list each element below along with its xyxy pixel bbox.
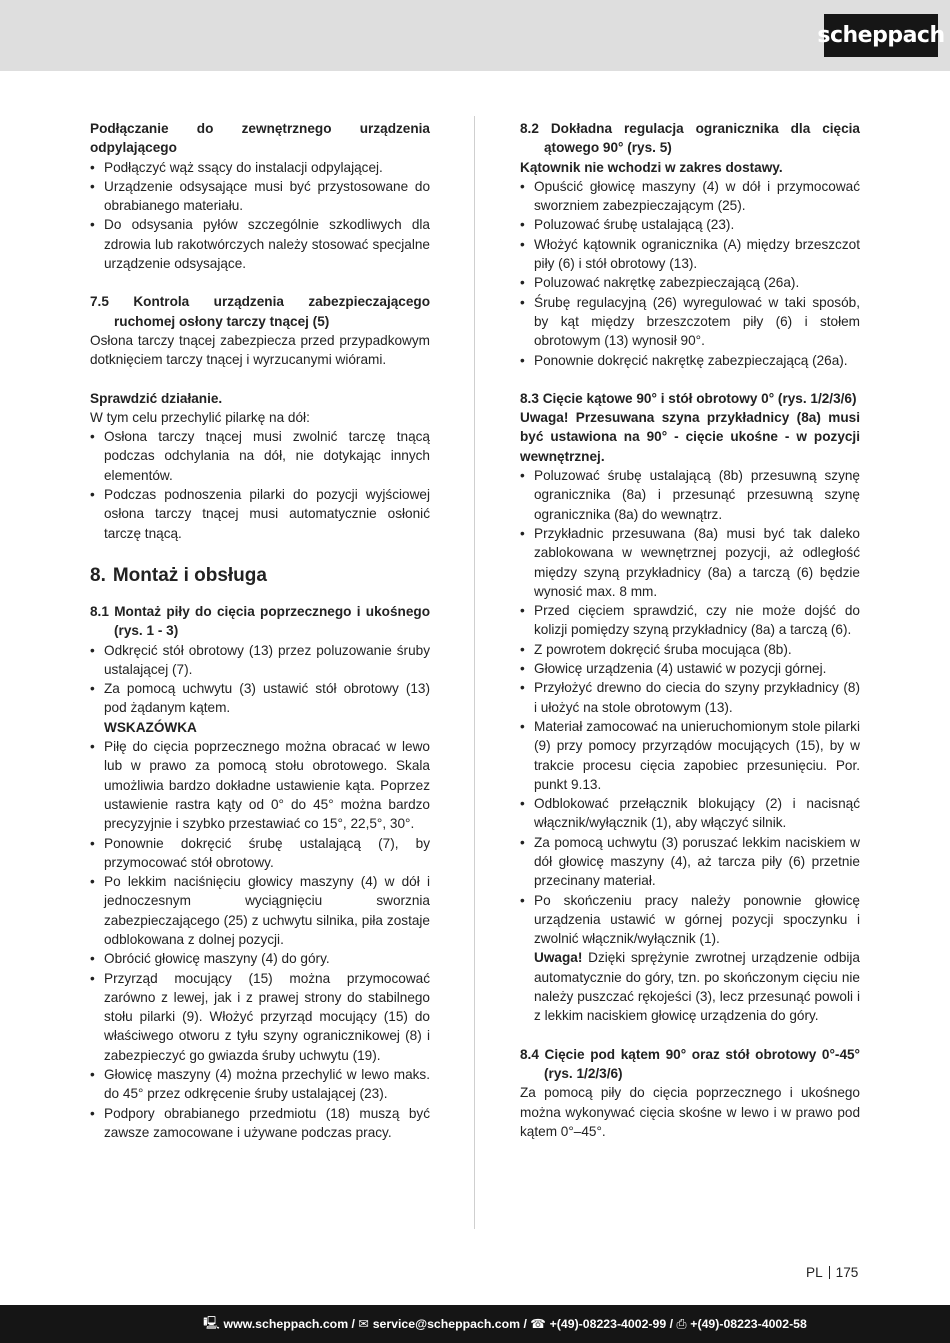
section-number: 7.5 [90,294,109,310]
chapter-number: 8. [90,564,106,586]
brand-logo: scheppach [824,14,938,57]
section-title: Cięcie pod kątem 90° oraz stół obrotowy 0°-45° (rys. 1/2/3/6) [544,1046,860,1081]
list-item: • Za pomocą uchwytu (3) ustawić stół obrotowy (13) pod żądanym kątem. [90,679,430,718]
footer-phone: +(49)-08223-4002-99 / [549,1317,674,1331]
list-item: • Poluzować śrubę ustalającą (8b) przesuwną szynę ogranicznika (8a) i przesunąć przesuwną szynę ogranicznika (8a) do wewnątrz. [520,466,860,524]
footer-email[interactable]: service@scheppach.com / [372,1317,527,1331]
section-title-external-extraction: Podłączanie do zewnętrznego urządzenia odpylającego [90,121,430,156]
section-heading-7-5 [90,292,430,331]
list-item: • Przed cięciem sprawdzić, czy nie może dojść do kolizji pomiędzy szyną przykładnicy (8a) a tarczą (6). [520,601,860,640]
list-item: • Za pomocą uchwytu (3) poruszać lekkim naciskiem w dół głowicę maszyny (4), aż tarcza piły (6) przetnie przecinany materiał. [520,833,860,891]
section-heading-8-2 [520,119,860,158]
page-number [806,1264,858,1282]
section-number: 8.3 [520,390,539,406]
footer-website[interactable]: www.scheppach.com / [223,1317,355,1331]
phone-icon: ☎ [530,1317,546,1331]
list-item: • Głowicę urządzenia (4) ustawić w pozycji górnej. [520,659,860,678]
list-item: • Po lekkim naciśnięciu głowicy maszyny (4) w dół i jednoczesnym wyciągnięciu sworznia zabezpieczającego (25) z uchwytu silnika, piła zostaje odblokowana z dolnej pozycji. [90,872,430,949]
check-heading: Sprawdzić działanie. [90,390,223,406]
list-item: • Ponownie dokręcić śrubę ustalającą (7), by przymocować stół obrotowy. [90,834,430,873]
list-item: • Włożyć kątownik ogranicznika (A) między brzeszczot piły (6) i stół obrotowy (13). [520,235,860,274]
note-label: WSKAZÓWKA [104,719,197,735]
header-bar [0,0,950,71]
list-item: • Podłączyć wąż ssący do instalacji odpylającej. [90,158,430,177]
extraction-list [90,158,430,274]
assembly-list [90,641,430,1143]
list-item: • Przyłożyć drewno do ciecia do szyny przykładnicy (8) i ułożyć na stole obrotowym (13). [520,678,860,717]
list-item: • Osłona tarczy tnącej musi zwolnić tarczę tnącą podczas odchylania na dół, nie dotykając innych elementów. [90,427,430,485]
note-text: Dzięki sprężynie zwrotnej urządzenie odbija automatycznie do góry, tzn. po skończonym cięciu nie należy puszczać rękojeści (3), lecz przesunąć powoli i z lekkim naciskiem głowicę urządzenia do góry. [534,950,860,1024]
section-heading-8-4 [520,1045,860,1084]
page-number-divider [829,1266,830,1279]
left-column [90,119,430,1142]
right-column [520,119,860,1141]
list-item: • Po skończeniu pracy należy ponownie głowicę urządzenia ustawić w górnej pozycji spoczynku i zwolnić włącznik/wyłącznik (1). [520,891,860,949]
check-list [90,427,430,543]
list-item: • Materiał zamocować na unieruchomionym stole pilarki (9) przy pomocy przyrządów mocujących (15), by w trakcie procesu cięcia zapobiec przesunięciu. Por. punkt 9.13. [520,717,860,794]
list-item: • Z powrotem dokręcić śruba mocująca (8b). [520,640,860,659]
paragraph: W tym celu przechylić pilarkę na dół: [90,409,310,425]
list-item: • Obrócić głowicę maszyny (4) do góry. [90,949,430,968]
fax-icon: ⎙ [676,1316,687,1331]
list-item: • Ponownie dokręcić nakrętkę zabezpieczającą (26a). [520,351,860,370]
list-item: • Urządzenie odsysające musi być przystosowane do obrabianego materiału. [90,177,430,216]
warning-text: Uwaga! Przesuwana szyna przykładnicy (8a) musi być ustawiona na 90° - cięcie ukośne - w pozycji wewnętrznej. [520,410,860,464]
paragraph: Za pomocą piły do cięcia poprzecznego i ukośnego można wykonywać cięcia skośne w lewo i w prawo pod kątem 0°–45°. [520,1085,860,1139]
list-item: • Do odsysania pyłów szczególnie szkodliwych dla zdrowia lub rakotwórczych należy stosować specjalne urządzenie odsysające. [90,215,430,273]
list-item: • Podczas podnoszenia pilarki do pozycji wyjściowej osłona tarczy tnącej musi automatycznie osłonić tarczę tnącą. [90,485,430,543]
footer-bar [0,1305,950,1343]
section-title: Dokładna regulacja ogranicznika dla cięcia ątowego 90° (rys. 5) [544,121,860,156]
cutting-list [520,466,860,1026]
list-item: • Odkręcić stół obrotowy (13) przez poluzowanie śruby ustalającej (7). [90,641,430,680]
section-title: Kontrola urządzenia zabezpieczającego ruchomej osłony tarczy tnącej (5) [114,294,431,329]
section-number: 8.1 [90,603,109,619]
section-heading-8-1 [90,602,430,641]
list-item: • Przyrząd mocujący (15) można przymocować zarówno z lewej, jak i z prawej strony do stabilnego stołu pilarki (9). Włożyć przyrząd mocujący (15) do właściwego otworu z tyłu szyny ogranicznikowej (8) i zabezpieczyć go gwiazda śruby uchwytu (19). [90,969,430,1065]
section-number: 8.4 [520,1046,539,1062]
chapter-heading [90,564,430,588]
list-item: • Opuścić głowicę maszyny (4) w dół i przymocować sworzniem zabezpieczającym (25). [520,177,860,216]
section-title: Cięcie kątowe 90° i stół obrotowy 0° (rys. 1/2/3/6) [542,390,857,406]
list-item: • Poluzować nakrętkę zabezpieczającą (26a). [520,273,860,292]
list-item: • Głowicę maszyny (4) można przechylić w lewo maks. do 45° przez odkręcenie śruby ustalającej (23). [90,1065,430,1104]
note-paragraph [520,948,860,1025]
section-number: 8.2 [520,121,539,136]
footer-fax: +(49)-08223-4002-58 [690,1317,807,1331]
section-heading-8-3 [520,389,860,408]
list-item: • Przykładnic przesuwana (8a) musi być tak daleko zablokowana w wewnętrznej pozycji, aż odległość między szyną przykładnicy (8a) a tarczą (6) będzie wynosić max. 8 mm. [520,524,860,601]
computer-icon: 🖳 [203,1315,220,1330]
chapter-title: Montaż i obsługa [112,564,267,586]
column-divider [474,116,475,1229]
section-subheading: Kątownik nie wchodzi w zakres dostawy. [520,159,783,175]
list-item: • Piłę do cięcia poprzecznego można obracać w lewo lub w prawo za pomocą stołu obrotowego. Skala umożliwia bardzo dokładne ustawienie kąta. Poprzez ustawienie rastra kąty od 0° do 45° można bardzo precyzyjnie i szybko przestawiać co 15°, 22,5°, 30°. [90,737,430,833]
note-label: Uwaga! [534,950,583,966]
list-item: • Odblokować przełącznik blokujący (2) i nacisnąć włącznik/wyłącznik (1), aby włączyć silnik. [520,794,860,833]
mail-icon: ✉ [358,1317,369,1331]
language-code: PL [806,1265,823,1280]
paragraph: Osłona tarczy tnącej zabezpiecza przed przypadkowym dotknięciem tarczy tnącej i wyrzucanymi wiórami. [90,332,430,368]
list-item: • Podpory obrabianego przedmiotu (18) muszą być zawsze zamocowane i używane podczas pracy. [90,1104,430,1143]
list-item: • Śrubę regulacyjną (26) wyregulować w taki sposób, by kąt między brzeszczotem piły (6) i stołem obrotowym (13) wynosił 90°. [520,293,860,351]
list-item: • Poluzować śrubę ustalającą (23). [520,215,860,234]
adjustment-list [520,177,860,370]
page-number-value: 175 [835,1265,859,1280]
section-title: Montaż piły do cięcia poprzecznego i ukośnego (rys. 1 - 3) [114,603,431,639]
